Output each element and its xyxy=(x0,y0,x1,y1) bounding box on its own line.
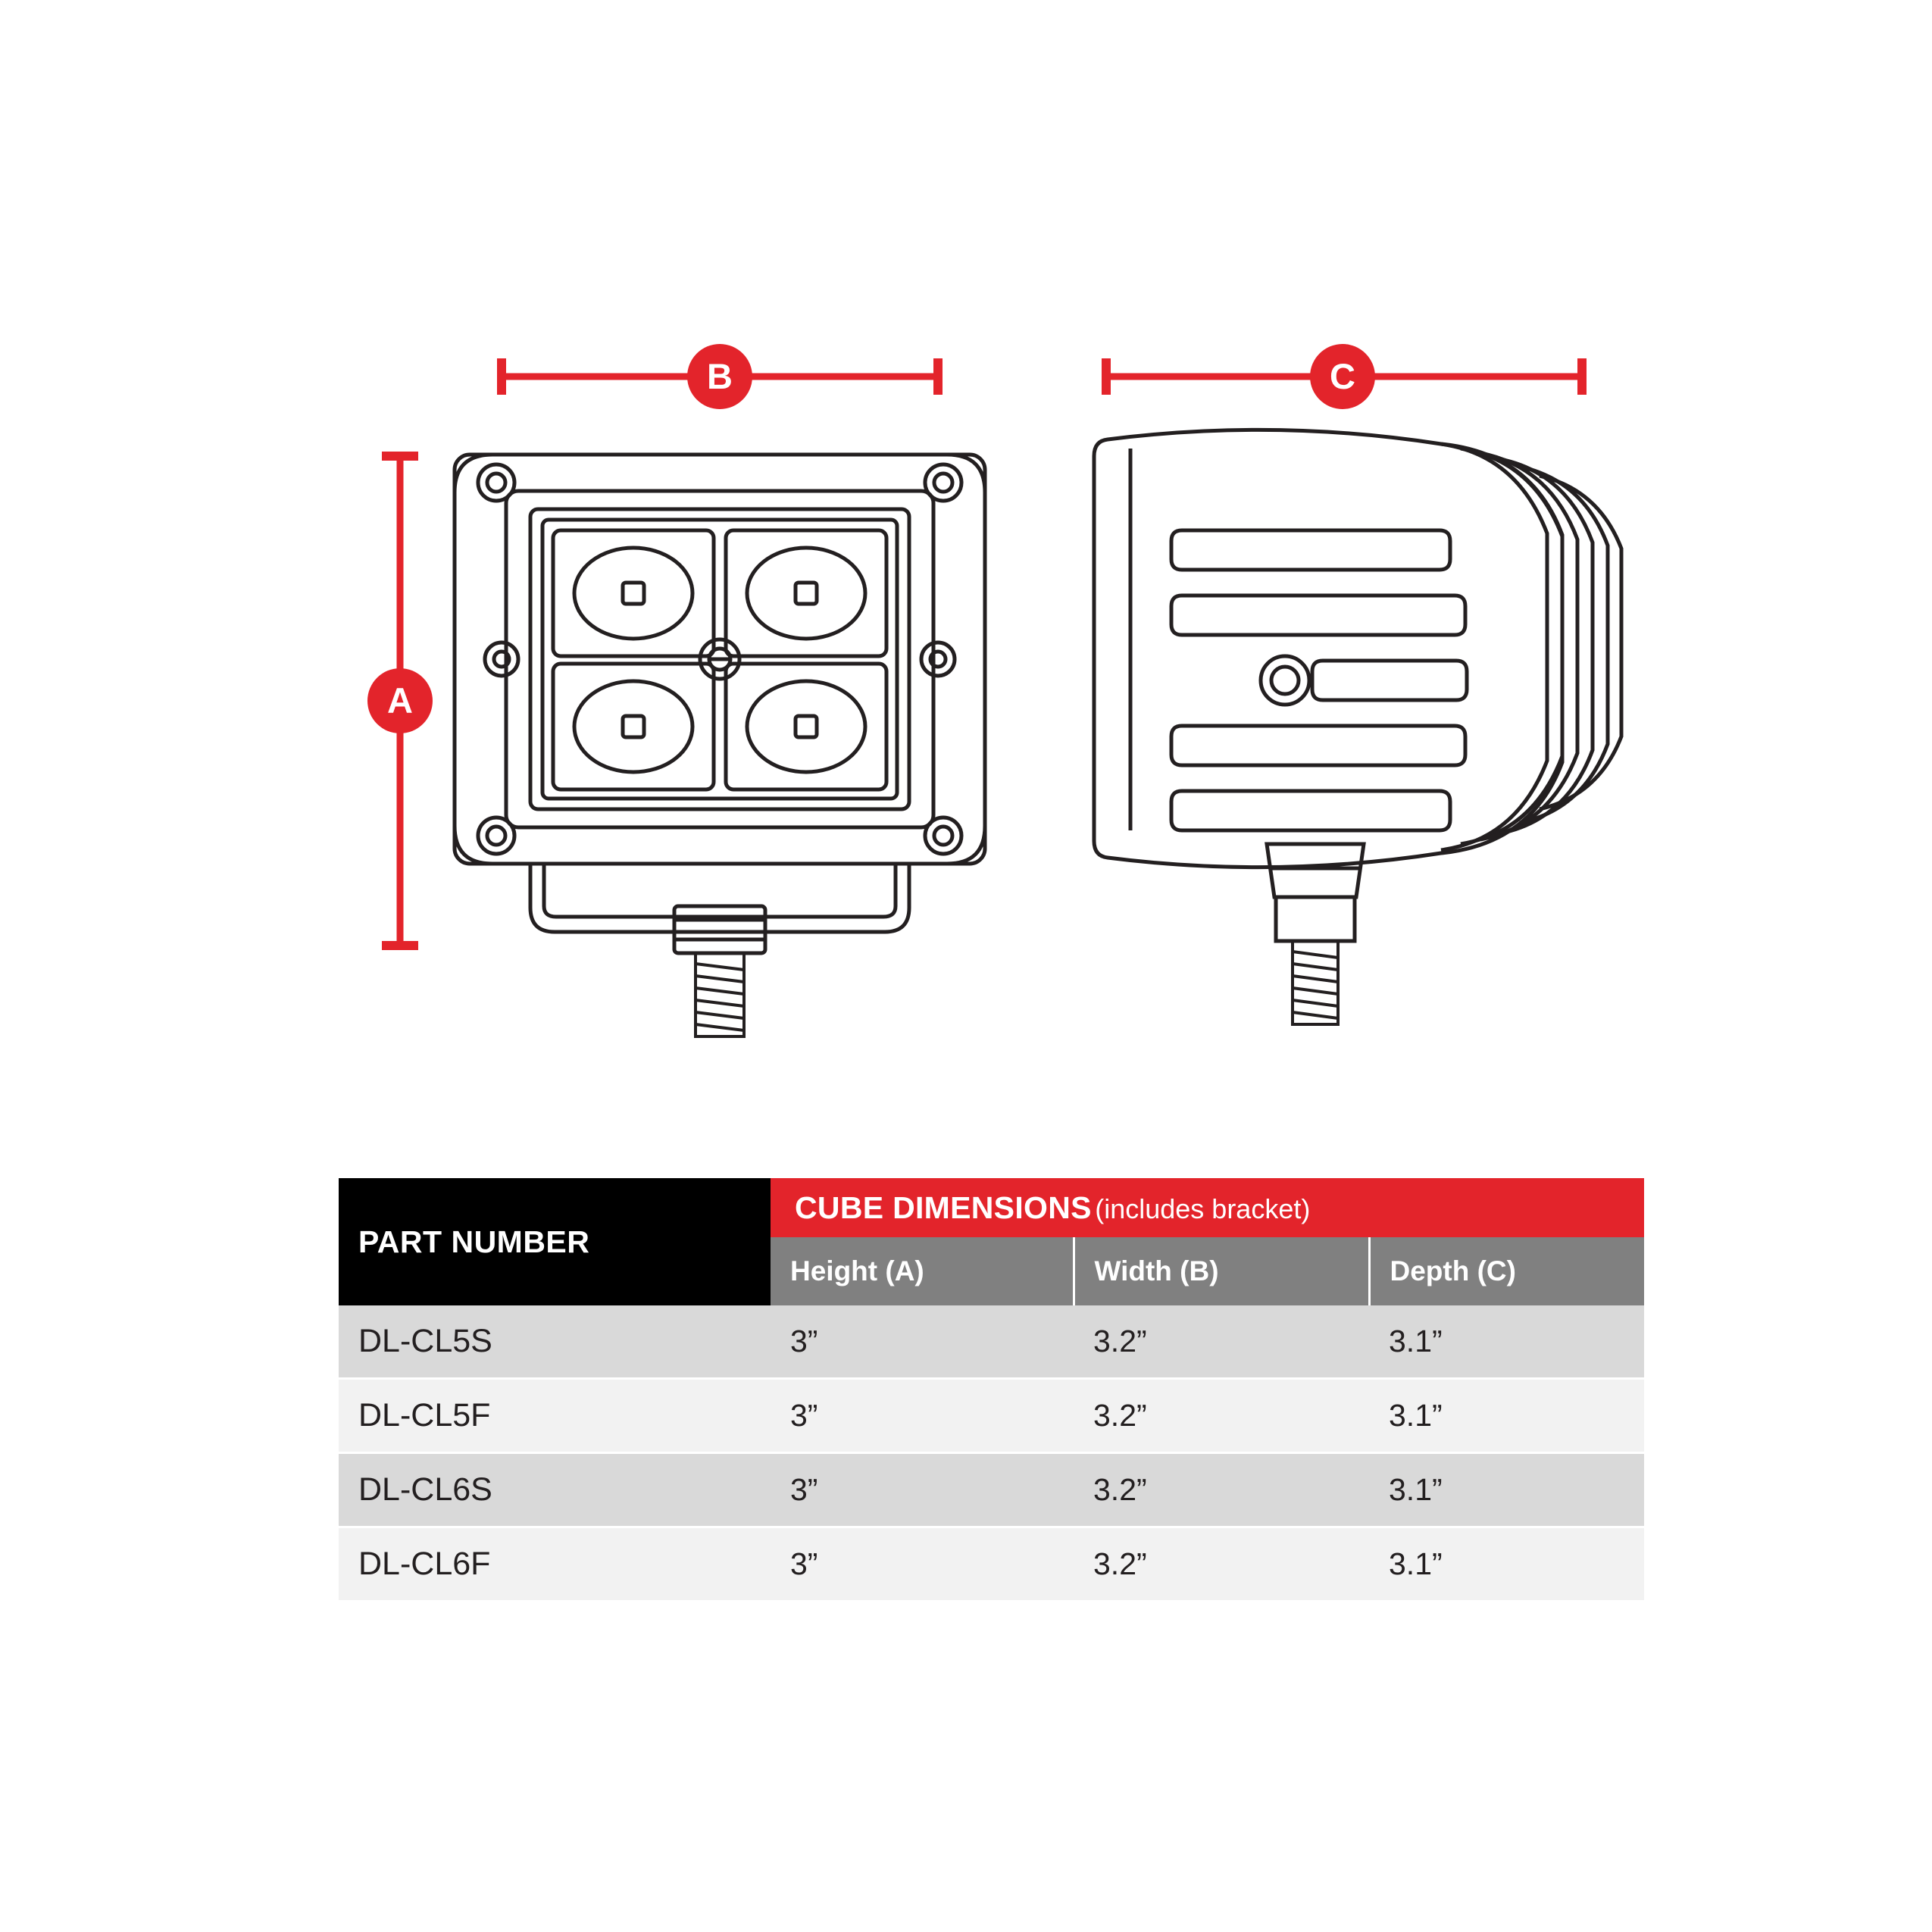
cell-depth: 3.1” xyxy=(1369,1379,1644,1453)
side-view-group xyxy=(1094,344,1621,1024)
header-cube-dimensions-sub: (includes bracket) xyxy=(1095,1193,1311,1224)
header-depth: Depth (C) xyxy=(1369,1237,1644,1305)
cell-depth: 3.1” xyxy=(1369,1453,1644,1527)
table-row xyxy=(339,1305,1644,1379)
table-row xyxy=(339,1379,1644,1453)
side-pivot-bolt-icon xyxy=(1261,656,1309,705)
cell-width: 3.2” xyxy=(1074,1305,1369,1379)
cell-depth: 3.1” xyxy=(1369,1527,1644,1602)
width-callout-label: B xyxy=(707,356,733,396)
dimension-table xyxy=(339,1178,1644,1602)
cell-part-number: DL-CL5S xyxy=(339,1305,771,1379)
table-header-top-row xyxy=(339,1178,1644,1237)
header-height: Height (A) xyxy=(771,1237,1074,1305)
cell-height: 3” xyxy=(771,1527,1074,1602)
header-part-number: PART NUMBER xyxy=(339,1178,771,1305)
center-screw-icon xyxy=(700,639,739,679)
cell-part-number: DL-CL6S xyxy=(339,1453,771,1527)
cell-depth: 3.1” xyxy=(1369,1305,1644,1379)
table-row xyxy=(339,1453,1644,1527)
header-width: Width (B) xyxy=(1074,1237,1369,1305)
cell-height: 3” xyxy=(771,1453,1074,1527)
table-row xyxy=(339,1527,1644,1602)
cell-height: 3” xyxy=(771,1379,1074,1453)
header-cube-dimensions-group xyxy=(771,1178,1644,1237)
front-view-group xyxy=(367,344,985,1036)
depth-callout-label: C xyxy=(1330,356,1355,396)
cell-width: 3.2” xyxy=(1074,1527,1369,1602)
front-mounting-bracket xyxy=(530,864,909,953)
dimension-table-wrapper xyxy=(339,1178,1644,1602)
cell-part-number: DL-CL6F xyxy=(339,1527,771,1602)
side-threaded-stud xyxy=(1293,941,1338,1024)
header-cube-dimensions-main: CUBE DIMENSIONS xyxy=(795,1190,1092,1225)
cell-height: 3” xyxy=(771,1305,1074,1379)
height-callout-label: A xyxy=(387,680,413,721)
cell-width: 3.2” xyxy=(1074,1453,1369,1527)
side-mounting-stem xyxy=(1267,844,1364,941)
front-threaded-stud xyxy=(696,953,744,1036)
heatsink-fins xyxy=(1171,530,1467,830)
cell-width: 3.2” xyxy=(1074,1379,1369,1453)
cell-part-number: DL-CL5F xyxy=(339,1379,771,1453)
